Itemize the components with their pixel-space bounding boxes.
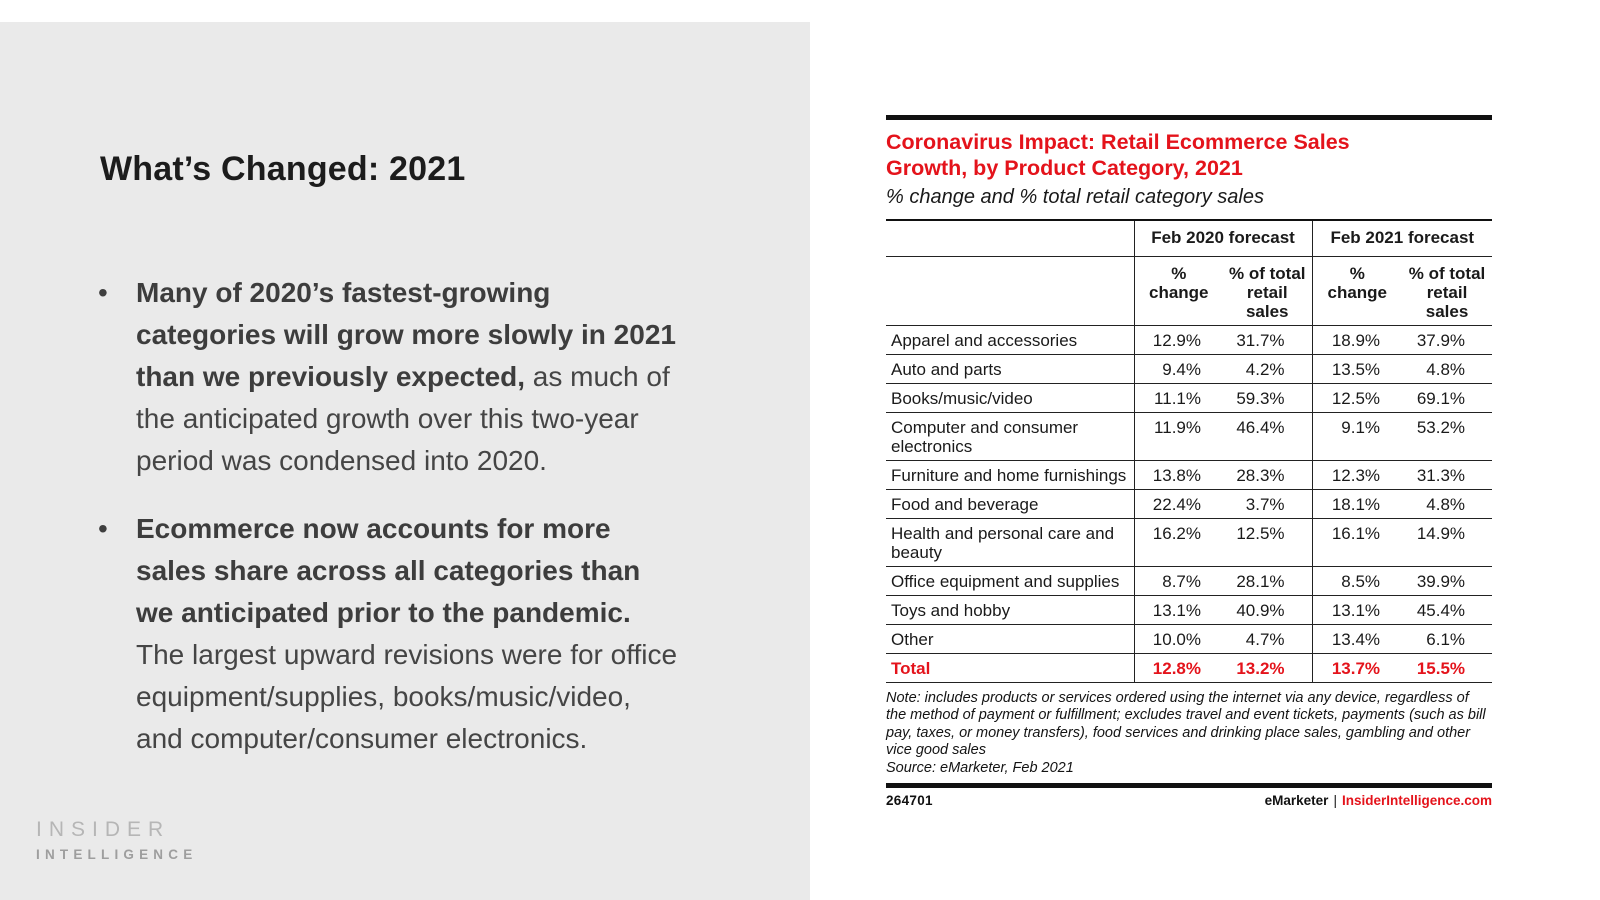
chart-top-rule [886,115,1492,120]
value-cell: 45.4% [1402,595,1492,624]
category-cell: Auto and parts [886,354,1134,383]
chart-id: 264701 [886,792,933,808]
brand-line [1265,793,1492,808]
chart-source: Source: eMarketer, Feb 2021 [886,759,1074,776]
column-group-feb-2020: Feb 2020 forecast [1134,220,1312,256]
subcol-share-2020: % of total retail sales [1223,256,1312,325]
empty-corner-cell [886,256,1134,325]
bullet-text [136,272,684,482]
bullet-text-rest: as much of the anticipated growth over this two-year period was condensed into 2020. [136,361,670,476]
value-cell: 13.5% [1312,354,1402,383]
value-cell: 12.9% [1134,325,1223,354]
value-cell: 4.8% [1402,489,1492,518]
value-cell: 11.9% [1134,412,1223,460]
value-cell: 9.1% [1312,412,1402,460]
table-group-header-row [886,220,1492,256]
forecast-table [886,219,1492,683]
bullet-marker: • [98,513,108,544]
category-cell: Office equipment and supplies [886,566,1134,595]
total-value-cell: 13.2% [1223,653,1312,682]
bullet-text [136,508,684,760]
brand-emarketer: eMarketer [1264,792,1329,808]
subcol-change-2021: % change [1312,256,1402,325]
value-cell: 8.5% [1312,566,1402,595]
table-row [886,489,1492,518]
value-cell: 12.3% [1312,460,1402,489]
value-cell: 4.8% [1402,354,1492,383]
value-cell: 39.9% [1402,566,1492,595]
category-cell: Food and beverage [886,489,1134,518]
bullet-text-rest: The largest upward revisions were for office equipment/supplies, books/music/video, and computer/consumer electronics. [136,639,678,754]
value-cell: 16.2% [1134,518,1223,566]
chart-note-block [886,690,1488,778]
value-cell: 13.1% [1312,595,1402,624]
value-cell: 53.2% [1402,412,1492,460]
chart-note: Note: includes products or services ordered using the internet via any device, regardless of the method of payment or fulfillment; excludes travel and event tickets, payments (such as bill pay, taxes, or money transfers), food services and drinking place sales, gambling and other vice good sales [886,689,1486,759]
bullet-text-bold: Many of 2020’s fastest-growing categories will grow more slowly in 2021 than we previously expected, [136,277,676,392]
value-cell: 3.7% [1223,489,1312,518]
chart-title: Coronavirus Impact: Retail Ecommerce Sales Growth, by Product Category, 2021 [886,130,1350,180]
value-cell: 46.4% [1223,412,1312,460]
table-row [886,518,1492,566]
value-cell: 18.9% [1312,325,1402,354]
bullet-item [98,272,684,482]
logo-line-intelligence: INTELLIGENCE [36,847,198,862]
value-cell: 13.1% [1134,595,1223,624]
subcol-change-2020: % change [1134,256,1223,325]
table-row [886,595,1492,624]
value-cell: 31.3% [1402,460,1492,489]
value-cell: 11.1% [1134,383,1223,412]
brand-separator: | [1333,792,1337,808]
bullet-list [98,272,684,786]
value-cell: 59.3% [1223,383,1312,412]
category-cell: Toys and hobby [886,595,1134,624]
value-cell: 14.9% [1402,518,1492,566]
bullet-item [98,508,684,760]
value-cell: 6.1% [1402,624,1492,653]
value-cell: 22.4% [1134,489,1223,518]
value-cell: 31.7% [1223,325,1312,354]
value-cell: 18.1% [1312,489,1402,518]
value-cell: 12.5% [1223,518,1312,566]
chart-footer [886,793,1492,808]
value-cell: 13.8% [1134,460,1223,489]
chart-bottom-rule [886,783,1492,788]
value-cell: 16.1% [1312,518,1402,566]
chart-subtitle: % change and % total retail category sales [886,186,1264,208]
table-subheader-row [886,256,1492,325]
brand-url-link[interactable]: InsiderIntelligence.com [1341,792,1492,808]
table-total-row [886,653,1492,682]
value-cell: 12.5% [1312,383,1402,412]
value-cell: 8.7% [1134,566,1223,595]
value-cell: 28.1% [1223,566,1312,595]
category-cell: Books/music/video [886,383,1134,412]
bullet-marker: • [98,277,108,308]
total-value-cell: 12.8% [1134,653,1223,682]
bullet-text-bold: Ecommerce now accounts for more sales share across all categories than we anticipated prior to the pandemic. [136,513,641,628]
value-cell: 13.4% [1312,624,1402,653]
total-label-cell: Total [886,653,1134,682]
insider-intelligence-logo [36,818,197,862]
table-row [886,383,1492,412]
value-cell: 4.2% [1223,354,1312,383]
value-cell: 4.7% [1223,624,1312,653]
total-value-cell: 15.5% [1402,653,1492,682]
value-cell: 9.4% [1134,354,1223,383]
category-cell: Health and personal care and beauty [886,518,1134,566]
table-row [886,412,1492,460]
value-cell: 69.1% [1402,383,1492,412]
total-value-cell: 13.7% [1312,653,1402,682]
table-row [886,566,1492,595]
subcol-share-2021: % of total retail sales [1402,256,1492,325]
value-cell: 10.0% [1134,624,1223,653]
value-cell: 37.9% [1402,325,1492,354]
table-row [886,624,1492,653]
table-row [886,325,1492,354]
category-cell: Furniture and home furnishings [886,460,1134,489]
category-cell: Computer and consumer electronics [886,412,1134,460]
column-group-feb-2021: Feb 2021 forecast [1312,220,1492,256]
category-cell: Other [886,624,1134,653]
value-cell: 28.3% [1223,460,1312,489]
slide-title: What’s Changed: 2021 [100,150,466,188]
table-row [886,460,1492,489]
logo-line-insider: INSIDER [36,818,171,841]
category-cell: Apparel and accessories [886,325,1134,354]
empty-corner-cell [886,220,1134,256]
table-row [886,354,1492,383]
chart-panel [886,115,1492,808]
value-cell: 40.9% [1223,595,1312,624]
